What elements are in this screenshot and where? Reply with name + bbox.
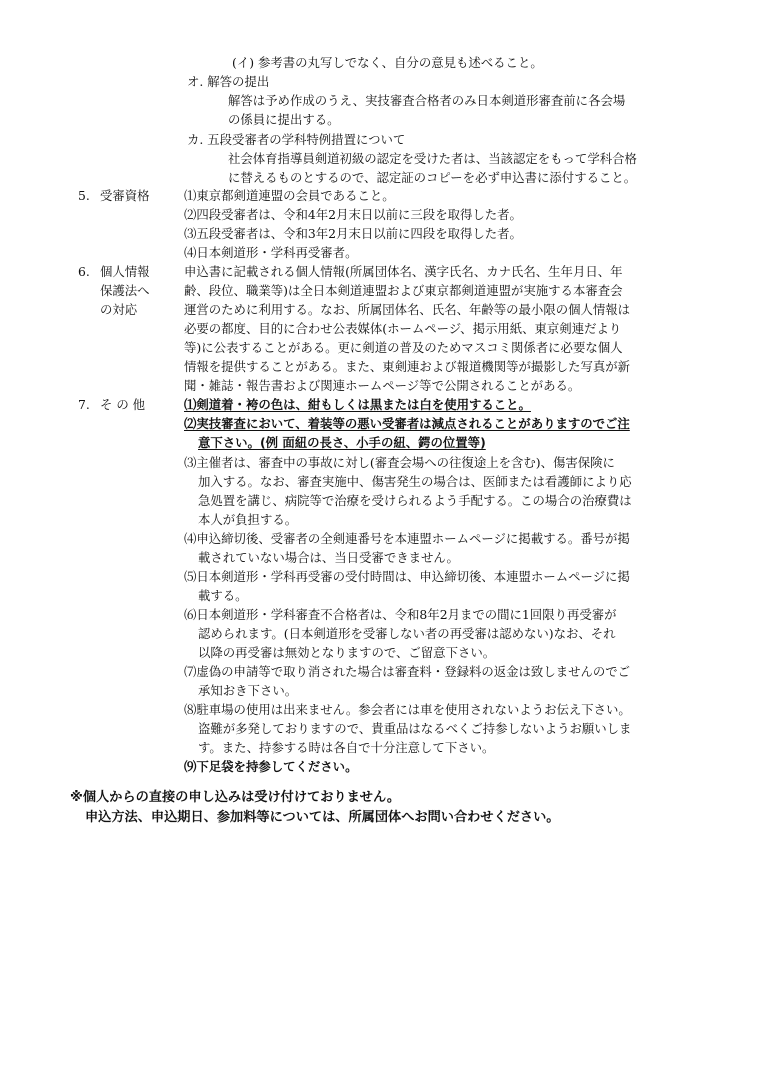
section-6-label: の対応 [100,302,138,317]
section-5-label: 受審資格 [100,188,150,203]
section-6-line: 必要の都度、目的に合わせ公表媒体(ホームページ、掲示用紙、東京剣連だより [184,321,622,336]
item-2-text: 意下さい。(例 面紐の長さ、小手の紐、鍔の位置等) [198,435,486,450]
item-3-line: ⑶主催者は、審査中の事故に対し(審査会場への往復途上を含む)、傷害保険に [184,455,615,470]
item-8-line: 盗難が多発しておりますので、貴重品はなるべくご持参しないようお願いしま [198,721,632,736]
notice-line: 申込方法、申込期日、参加料等については、所属団体へお問い合わせください。 [85,810,560,825]
subsection-ka-heading: カ. 五段受審者の学科特例措置について [187,132,406,147]
item-4-line: ⑷申込締切後、受審者の全剣連番号を本連盟ホームページに掲載する。番号が掲 [184,531,630,546]
section-5-item: ⑷日本剣道形・学科再受審者。 [184,245,358,260]
item-7-line: ⑺虚偽の申請等で取り消された場合は審査料・登録料の返金は致しませんのでご [184,664,631,679]
section-6-line: 申込書に記載される個人情報(所属団体名、漢字氏名、カナ氏名、生年月日、年 [184,264,623,279]
section-6-line: 運営のために利用する。なお、所属団体名、氏名、年齢等の最小限の個人情報は [184,302,631,317]
item-i-text: (イ) 参考書の丸写しでなく、自分の意見も述べること。 [232,55,543,70]
section-5-item: ⑶五段受審者は、令和3年2月末日以前に四段を取得した者。 [184,226,522,241]
item-5-line: ⑸日本剣道形・学科再受審の受付時間は、申込締切後、本連盟ホームページに掲 [184,569,630,584]
item-8-line: す。また、持参する時は各自で十分注意して下さい。 [198,740,495,755]
section-6-line: 聞・雑誌・報告書および関連ホームページ等で公開されることがある。 [184,378,581,393]
item-3-line: 本人が負担する。 [198,512,298,527]
section-5-item: ⑵四段受審者は、令和4年2月末日以前に三段を取得した者。 [184,207,522,222]
section-6-label: 保護法へ [100,283,150,298]
subsection-o-line: 解答は予め作成のうえ、実技審査合格者のみ日本剣道形審査前に各会場 [228,93,626,108]
item-2-text: ⑵実技審査において、着装等の悪い受審者は減点されることがありますのでご注 [184,416,630,431]
section-6-line: 齢、段位、職業等)は全日本剣道連盟および東京都剣道連盟が実施する本審査会 [184,283,623,298]
item-1-text: ⑴剣道着・袴の色は、紺もしくは黒または白を使用すること。 [184,397,531,412]
section-5-item: ⑴東京都剣道連盟の会員であること。 [184,188,395,203]
item-9-text: ⑼下足袋を持参してください。 [184,759,358,774]
section-6-line: 等)に公表することがある。更に剣道の普及のためマスコミ関係者に必要な個人 [184,340,623,355]
section-6-label: 個人情報 [100,264,150,279]
item-3-line: 加入する。なお、審査実施中、傷害発生の場合は、医師または看護師により応 [198,474,632,489]
item-4-line: 載されていない場合は、当日受審できません。 [198,550,459,565]
section-7-label: そ の 他 [100,397,146,412]
item-3-line: 急処置を講じ、病院等で治療を受けられるよう手配する。この場合の治療費は [198,493,632,508]
item-8-line: ⑻駐車場の使用は出来ません。参会者には車を使用されないようお伝え下さい。 [184,702,631,717]
subsection-o-line: の係員に提出する。 [228,112,340,127]
subsection-ka-line: 社会体育指導員剣道初級の認定を受けた者は、当該認定をもって学科合格 [228,151,637,166]
subsection-ka-line: に替えるものとするので、認定証のコピーを必ず申込書に添付すること。 [228,170,637,185]
section-5-number: 5. [78,188,90,203]
item-6-line: 認められます。(日本剣道形を受審しない者の再受審は認めない)なお、それ [198,626,616,641]
item-6-line: ⑹日本剣道形・学科審査不合格者は、令和8年2月までの間に1回限り再受審が [184,607,617,622]
section-7-number: 7. [78,397,90,412]
item-5-line: 載する。 [198,588,248,603]
item-6-line: 以降の再受審は無効となりますので、ご留意下さい。 [198,645,496,660]
section-6-number: 6. [78,264,90,279]
notice-line: ※個人からの直接の申し込みは受け付けておりません。 [70,790,401,805]
item-7-line: 承知おき下さい。 [198,683,298,698]
subsection-o-heading: オ. 解答の提出 [187,74,270,89]
section-6-line: 情報を提供することがある。また、東剣連および報道機関等が撮影した写真が新 [184,359,631,374]
